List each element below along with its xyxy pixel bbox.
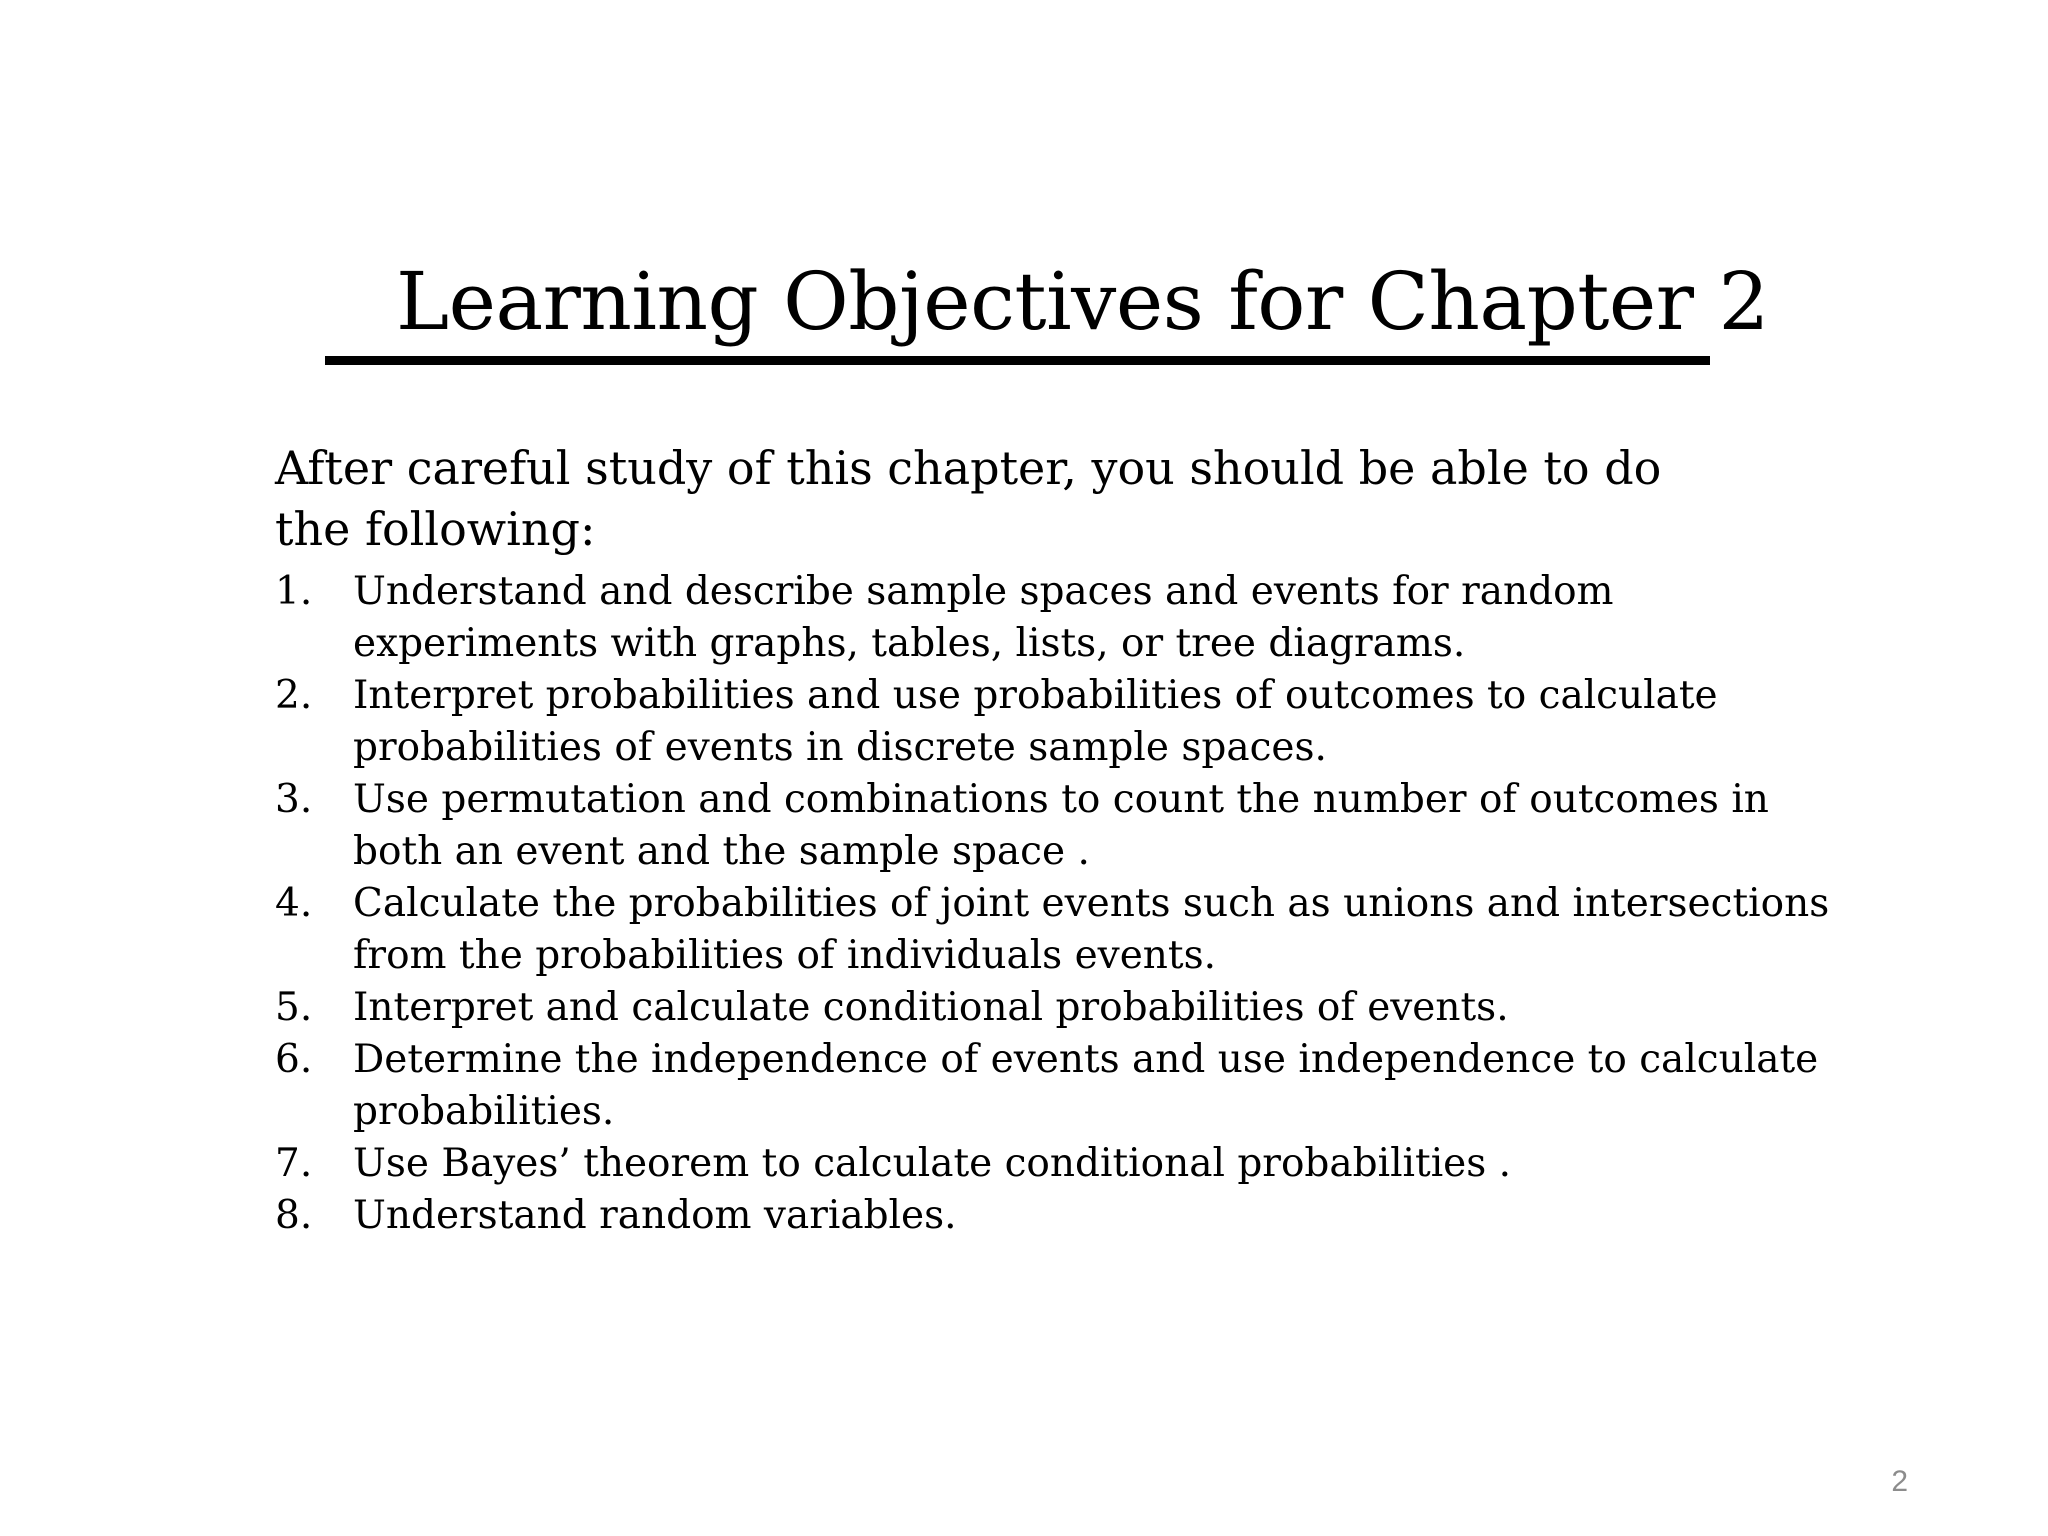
slide-title: Learning Objectives for Chapter 2 xyxy=(396,255,1769,348)
title-underline xyxy=(325,356,1710,365)
objective-number: 6. xyxy=(275,1037,313,1082)
objective-item xyxy=(275,670,1855,774)
objective-number: 8. xyxy=(275,1193,313,1238)
objective-item xyxy=(275,982,1855,1034)
objective-item xyxy=(275,566,1855,670)
objective-text: Understand and describe sample spaces and events for random experiments with graphs, tables, lists, or tree diagrams. xyxy=(353,569,1614,666)
objective-number: 7. xyxy=(275,1141,313,1186)
slide-body xyxy=(275,438,1855,1242)
objective-number: 3. xyxy=(275,777,313,822)
objective-item xyxy=(275,1034,1855,1138)
objective-text: Use Bayes’ theorem to calculate conditional probabilities . xyxy=(353,1141,1512,1186)
objective-number: 4. xyxy=(275,881,313,926)
intro-text: After careful study of this chapter, you should be able to do the following: xyxy=(275,441,1662,556)
objective-item xyxy=(275,878,1855,982)
objective-number: 5. xyxy=(275,985,313,1030)
objective-text: Determine the independence of events and use independence to calculate probabilities. xyxy=(353,1037,1819,1134)
objective-item xyxy=(275,774,1855,878)
objective-number: 1. xyxy=(275,569,313,614)
page-number: 2 xyxy=(1891,1465,1908,1498)
objectives-list xyxy=(275,566,1855,1242)
objective-text: Calculate the probabilities of joint events such as unions and intersections from the probabilities of individuals events. xyxy=(353,881,1830,978)
objective-text: Interpret probabilities and use probabilities of outcomes to calculate probabilities of events in discrete sample spaces. xyxy=(353,673,1718,770)
objective-number: 2. xyxy=(275,673,313,718)
objective-item xyxy=(275,1190,1855,1242)
objective-item xyxy=(275,1138,1855,1190)
objective-text: Interpret and calculate conditional probabilities of events. xyxy=(353,985,1509,1030)
objective-text: Understand random variables. xyxy=(353,1193,957,1238)
objective-text: Use permutation and combinations to count the number of outcomes in both an event and the sample space . xyxy=(353,777,1769,874)
